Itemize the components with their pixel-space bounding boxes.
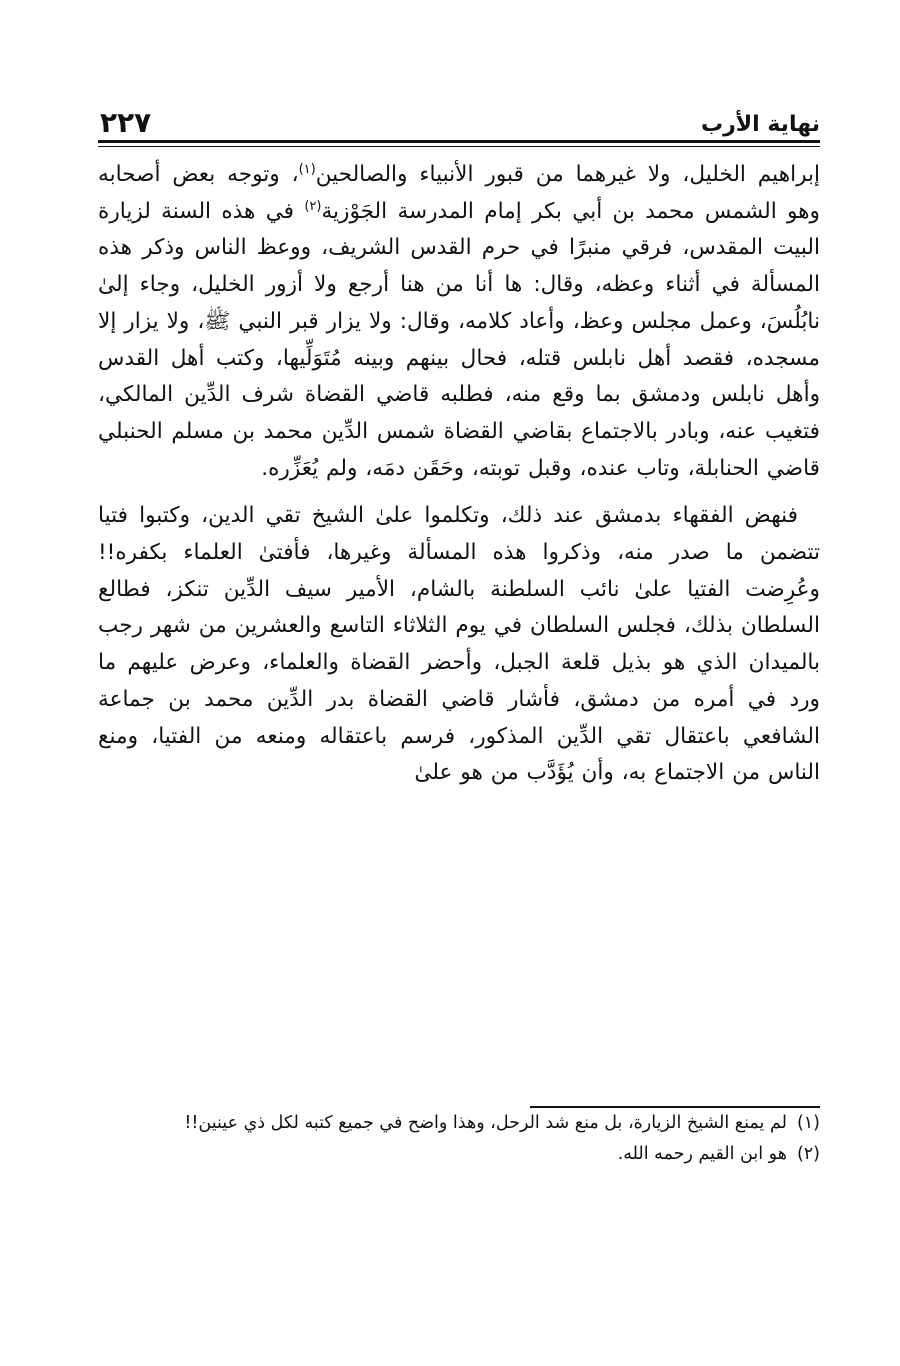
paragraph-1 [98,157,820,487]
footnote-2 [98,1139,820,1170]
header-rule-thin [98,146,820,147]
footnotes-section [98,1106,820,1170]
footnote-1-text: لم يمنع الشيخ الزيارة، بل منع شد الرحل، وهذا واضح في جميع كتبه لكل ذي عينين!! [184,1113,787,1133]
book-page [98,108,820,1348]
main-text [98,157,820,792]
footnote-1-marker: (١) [796,1113,820,1133]
footnote-reference-2[interactable]: (٢) [304,198,322,214]
footnote-1 [98,1108,820,1139]
paragraph-1-part-1: إبراهيم الخليل، ولا غيرهما من قبور الأنبياء والصالحين [315,162,821,187]
paragraph-1-part-2: ، وتوجه بعض أصحابه وهو الشمس محمد بن أبي بكر إمام المدرسة الجَوْزية [98,162,820,224]
paragraph-1-part-3: في هذه السنة لزيارة البيت المقدس، فرقي منبرًا في حرم القدس الشريف، ووعظ الناس وذكر هذه المسألة في أثناء وعظه، وقال: ها أنا من هنا أرجع ولا أزور الخليل، وجاء إلىٰ نابُلُسَ، وعمل مجلس وعظ، وأعاد كلامه، وقال: ولا يزار قبر النبي ﷺ، ولا يزار إلا مسجده، فقصد أهل نابلس قتله، فحال بينهم وبينه مُتَوَلِّيها، وكتب أهل القدس وأهل نابلس ودمشق بما وقع منه، فطلبه قاضي القضاة شرف الدِّين المالكي، فتغيب عنه، وبادر بالاجتماع بقاضي القضاة شمس الدِّين محمد بن مسلم الحنبلي قاضي الحنابلة، وتاب عنده، وقبل توبته، وحَقَن دمَه، ولم يُعَزِّره. [98,198,820,481]
page-number: ٢٢٧ [100,106,152,139]
footnote-reference-1[interactable]: (١) [298,161,316,177]
running-title: نهاية الأرب [700,112,820,137]
header-rule-thick [98,140,820,143]
footnote-2-marker: (٢) [796,1144,820,1164]
paragraph-2: فنهض الفقهاء بدمشق عند ذلك، وتكلموا علىٰ الشيخ تقي الدين، وكتبوا فتيا تتضمن ما صدر منه، وذكروا هذه المسألة وغيرها، فأفتىٰ العلماء بكفره!! وعُرِضت الفتيا علىٰ نائب السلطنة بالشام، الأمير سيف الدِّين تنكز، فطالع السلطان بذلك، فجلس السلطان في يوم الثلاثاء التاسع والعشرين من شهر رجب بالميدان الذي هو بذيل قلعة الجبل، وأحضر القضاة والعلماء، وعرض عليهم ما ورد في أمره من دمشق، فأشار قاضي القضاة بدر الدِّين محمد بن جماعة الشافعي باعتقال تقي الدِّين المذكور، فرسم باعتقاله ومنعه من الفتيا، ومنع الناس من الاجتماع به، وأن يُؤَدَّب من هو علىٰ [98,503,820,786]
page-header [98,108,820,140]
footnote-2-text: هو ابن القيم رحمه الله. [617,1144,787,1164]
